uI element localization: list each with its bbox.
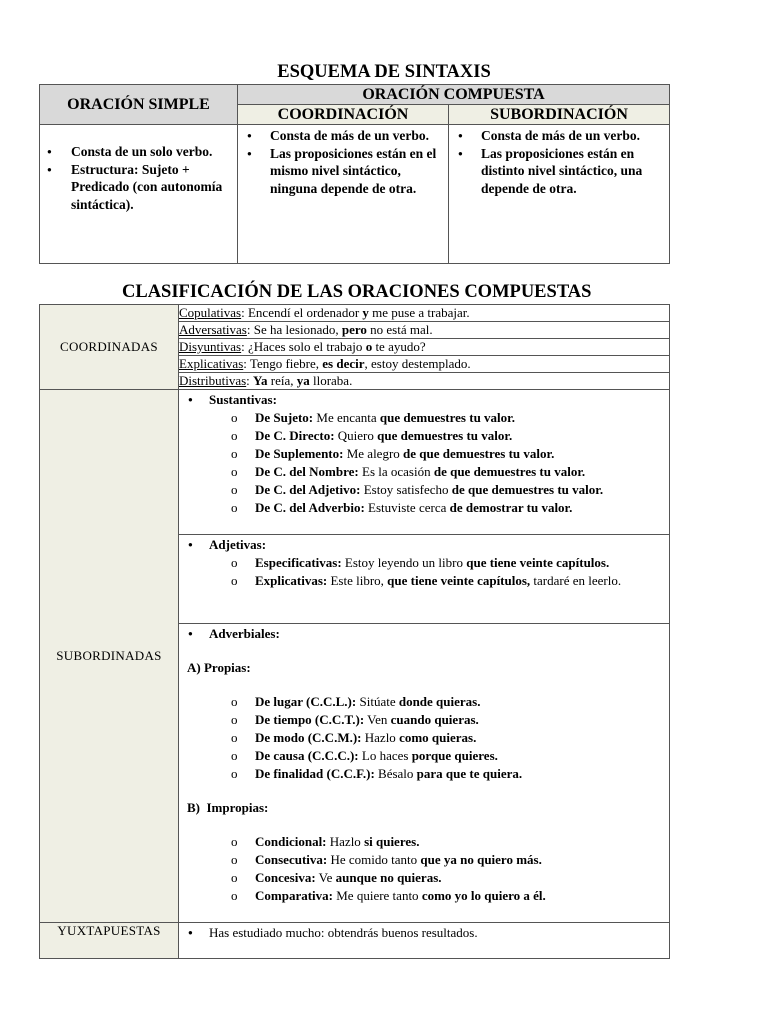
example-text: Sitúate — [356, 694, 399, 709]
list-item: ● Consta de más de un verbo. — [449, 127, 665, 145]
example-text: tardaré en leerlo. — [530, 573, 622, 588]
example-bold: que demuestres tu valor. — [379, 410, 515, 425]
example-text: Ve — [315, 870, 336, 885]
example-text: Es la ocasión — [358, 464, 434, 479]
list-item: ● Consta de más de un verbo. — [238, 127, 444, 145]
coordinacion-list — [238, 127, 444, 197]
example-text: me puse a trabajar. — [368, 305, 470, 320]
list-item — [179, 711, 669, 729]
list-item — [179, 887, 669, 905]
example-text: reía, — [267, 373, 297, 388]
coordinada-type: Adversativas — [179, 322, 247, 337]
header-oracion-compuesta — [238, 85, 670, 105]
list-item — [179, 481, 669, 499]
example-bold: aunque no quieras. — [335, 870, 442, 885]
example-text: Bésalo — [374, 766, 417, 781]
classification-title: CLASIFICACIÓN DE LAS ORACIONES COMPUESTAS — [122, 282, 592, 302]
example-bold: donde quieras. — [398, 694, 481, 709]
list-item: ● Estructura: Sujeto + Predicado (con autonomía sintáctica). — [40, 161, 237, 214]
example-text: Tengo fiebre, — [249, 356, 323, 371]
example-bold: que demuestres tu valor. — [377, 428, 513, 443]
example-text: Encendí el ordenador — [247, 305, 363, 320]
coordinada-row — [179, 322, 670, 339]
sustantivas-heading — [179, 391, 669, 409]
item-label: Consecutiva: — [255, 852, 328, 867]
impropias-heading — [179, 799, 669, 817]
separator: : — [241, 339, 248, 354]
nexus: pero — [341, 322, 367, 337]
header-coordinacion-label: COORDINACIÓN — [277, 106, 409, 123]
nexus: o — [365, 339, 373, 354]
example-bold: que tiene veinte capítulos. — [466, 555, 610, 570]
document-title: ESQUEMA DE SINTAXIS — [277, 62, 491, 82]
example-text: Se ha lesionado, — [253, 322, 342, 337]
item-label: De tiempo (C.C.T.): — [255, 712, 365, 727]
list-item — [179, 747, 669, 765]
separator: : — [246, 373, 254, 388]
separator: : — [243, 356, 250, 371]
example-text: no está mal. — [366, 322, 433, 337]
example-bold: si quieres. — [364, 834, 420, 849]
list-item — [179, 869, 669, 887]
heading-text: Adverbiales: — [209, 626, 280, 641]
nexus: Ya — [253, 373, 268, 388]
coordinada-row — [179, 305, 670, 322]
coordinada-row — [179, 356, 670, 373]
item-label: De C. del Adjetivo: — [255, 482, 361, 497]
header-oracion-simple-label: ORACIÓN SIMPLE — [67, 96, 210, 113]
example-text: Me alegro — [343, 446, 404, 461]
classification-table — [39, 304, 670, 959]
simple-cell — [40, 125, 238, 264]
syntax-schema-table — [39, 84, 670, 264]
example-bold: para que te quiera. — [416, 766, 523, 781]
item-label: Concesiva: — [255, 870, 316, 885]
example-text: Me quiere tanto — [333, 888, 422, 903]
item-label: De modo (C.C.M.): — [255, 730, 362, 745]
coordinacion-cell — [238, 125, 449, 264]
heading-text: Sustantivas: — [209, 392, 277, 407]
list-item — [179, 851, 669, 869]
subordinacion-list — [449, 127, 665, 197]
coordinada-type: Distributivas — [179, 373, 247, 388]
list-item: ● Las proposiciones están en el mismo nivel sintáctico, ninguna depende de otra. — [238, 145, 444, 198]
nexus: es decir — [322, 356, 365, 371]
example-bold: como quieras. — [399, 730, 477, 745]
list-item — [179, 833, 669, 851]
example-bold: de que demuestres tu valor. — [451, 482, 604, 497]
example-bold: que tiene veinte capítulos, — [387, 573, 531, 588]
sustantivas-cell — [179, 390, 670, 535]
adjetivas-heading — [179, 536, 669, 554]
list-item — [179, 572, 669, 590]
adverbiales-cell — [179, 624, 670, 923]
example-text: Estoy leyendo un libro — [341, 555, 467, 570]
list-item: ● Consta de un solo verbo. — [40, 143, 237, 161]
header-oracion-compuesta-label: ORACIÓN COMPUESTA — [362, 86, 545, 103]
item-label: Comparativa: — [255, 888, 333, 903]
example-bold: de demostrar tu valor. — [449, 500, 573, 515]
item-label: De C. del Adverbio: — [255, 500, 365, 515]
coordinadas-label: COORDINADAS — [40, 305, 179, 390]
list-item — [179, 499, 669, 517]
example-text: lloraba. — [309, 373, 353, 388]
example-text: Estuviste cerca — [364, 500, 450, 515]
list-item — [179, 427, 669, 445]
coordinada-type: Copulativas — [179, 305, 242, 320]
example-text: Lo haces — [358, 748, 412, 763]
item-label: De Sujeto: — [255, 410, 314, 425]
item-label: Condicional: — [255, 834, 327, 849]
nexus: y — [362, 305, 369, 320]
subordinadas-label: SUBORDINADAS — [40, 390, 179, 923]
example-text: ¿Haces solo el trabajo — [248, 339, 366, 354]
heading-text: A) Propias: — [187, 660, 251, 675]
list-item: ● Las proposiciones están en distinto nivel sintáctico, una depende de otra. — [449, 145, 665, 198]
example-text: Quiero — [334, 428, 378, 443]
coordinada-type: Disyuntivas — [179, 339, 242, 354]
item-label: De C. del Nombre: — [255, 464, 359, 479]
heading-text: B) Impropias: — [187, 800, 269, 815]
yuxtapuestas-cell — [179, 923, 670, 959]
example-bold: que ya no quiero más. — [420, 852, 542, 867]
header-coordinacion — [238, 105, 449, 125]
example-bold: de que demuestres tu valor. — [403, 446, 555, 461]
example-bold: como yo lo quiero a él. — [421, 888, 546, 903]
coordinada-row — [179, 339, 670, 356]
example-text: te ayudo? — [372, 339, 426, 354]
list-item — [179, 445, 669, 463]
example-text: Hazlo — [326, 834, 365, 849]
yuxtapuestas-label: YUXTAPUESTAS — [40, 923, 179, 959]
item-label: Especificativas: — [255, 555, 342, 570]
separator: : — [246, 322, 254, 337]
header-subordinacion — [449, 105, 670, 125]
item-label: De lugar (C.C.L.): — [255, 694, 357, 709]
list-item — [179, 765, 669, 783]
coordinada-row — [179, 373, 670, 390]
example-bold: cuando quieras. — [390, 712, 479, 727]
list-item — [179, 693, 669, 711]
coordinada-type: Explicativas — [179, 356, 244, 371]
item-label: De Suplemento: — [255, 446, 344, 461]
list-item — [179, 409, 669, 427]
subordinacion-cell — [449, 125, 670, 264]
example-text: Me encanta — [313, 410, 380, 425]
nexus: ya — [296, 373, 310, 388]
example-text: He comido tanto — [327, 852, 421, 867]
adjetivas-cell — [179, 535, 670, 624]
list-item — [179, 729, 669, 747]
item-label: De causa (C.C.C.): — [255, 748, 359, 763]
adverbiales-heading — [179, 625, 669, 643]
heading-text: Adjetivas: — [209, 537, 267, 552]
example-text: Hazlo — [361, 730, 400, 745]
header-oracion-simple — [40, 85, 238, 125]
header-subordinacion-label: SUBORDINACIÓN — [490, 106, 628, 123]
example-text: Ven — [364, 712, 391, 727]
list-item — [179, 463, 669, 481]
item-label: Explicativas: — [255, 573, 328, 588]
example-bold: porque quieres. — [411, 748, 498, 763]
item-label: De C. Directo: — [255, 428, 335, 443]
separator: : — [241, 305, 248, 320]
simple-list — [40, 143, 237, 213]
list-item — [179, 554, 669, 572]
example-text: Estoy satisfecho — [360, 482, 452, 497]
example-text: Este libro, — [327, 573, 388, 588]
example-text: , estoy destemplado. — [364, 356, 471, 371]
propias-heading — [179, 659, 669, 677]
list-item: ● Has estudiado mucho: obtendrás buenos resultados. — [179, 924, 669, 942]
item-label: De finalidad (C.C.F.): — [255, 766, 375, 781]
example-bold: de que demuestres tu valor. — [433, 464, 586, 479]
